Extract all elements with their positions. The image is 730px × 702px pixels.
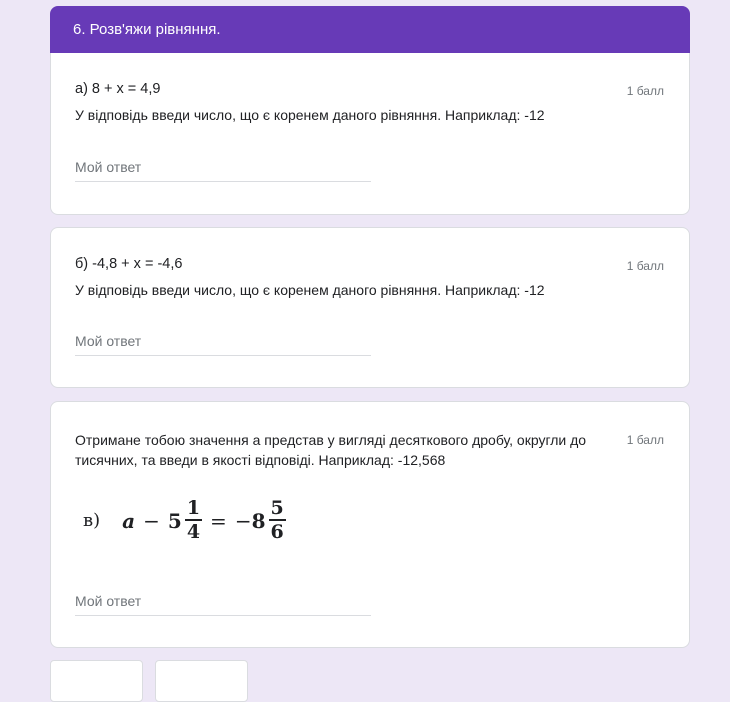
equation-whole-2: 8 bbox=[251, 508, 266, 533]
equation-rhs-sign: − bbox=[234, 508, 252, 533]
equation bbox=[83, 498, 286, 543]
equation-equals: = bbox=[210, 508, 227, 533]
fraction-denominator: 6 bbox=[270, 521, 284, 543]
question-card-b bbox=[50, 227, 690, 388]
question-points: 1 балл bbox=[626, 433, 664, 447]
question-points: 1 балл bbox=[626, 259, 664, 273]
section-title: 6. Розв'яжи рівняння. bbox=[73, 21, 221, 38]
fraction-denominator: 4 bbox=[186, 521, 201, 543]
equation-fraction-2 bbox=[269, 498, 286, 543]
answer-input[interactable]: Мой ответ bbox=[75, 588, 371, 616]
question-title: а) 8 + x = 4,9 bbox=[75, 81, 161, 97]
section-header bbox=[50, 6, 690, 53]
next-button[interactable] bbox=[155, 660, 248, 702]
equation-label: в) bbox=[83, 510, 101, 531]
question-description: У відповідь введи число, що є коренем даного рівняння. Наприклад: -12 bbox=[75, 107, 545, 123]
fraction-numerator: 1 bbox=[186, 497, 201, 519]
equation-fraction-1 bbox=[185, 498, 202, 543]
question-description: У відповідь введи число, що є коренем даного рівняння. Наприклад: -12 bbox=[75, 282, 545, 298]
question-points: 1 балл bbox=[626, 84, 664, 98]
question-description: Отримане тобою значення а представ у вигляді десяткового дробу, округли до тисячних, та введи в якості відповіді. Наприклад: -12,568 bbox=[75, 432, 587, 468]
question-card-a bbox=[50, 53, 690, 215]
question-title: б) -4,8 + x = -4,6 bbox=[75, 256, 183, 272]
back-button[interactable] bbox=[50, 660, 143, 702]
equation-whole-1: 5 bbox=[167, 508, 182, 533]
equation-variable: a bbox=[122, 508, 136, 533]
equation-minus: − bbox=[143, 508, 160, 533]
fraction-numerator: 5 bbox=[270, 497, 284, 519]
question-card-c bbox=[50, 401, 690, 648]
answer-input[interactable]: Мой ответ bbox=[75, 328, 371, 356]
answer-input[interactable]: Мой ответ bbox=[75, 154, 371, 182]
